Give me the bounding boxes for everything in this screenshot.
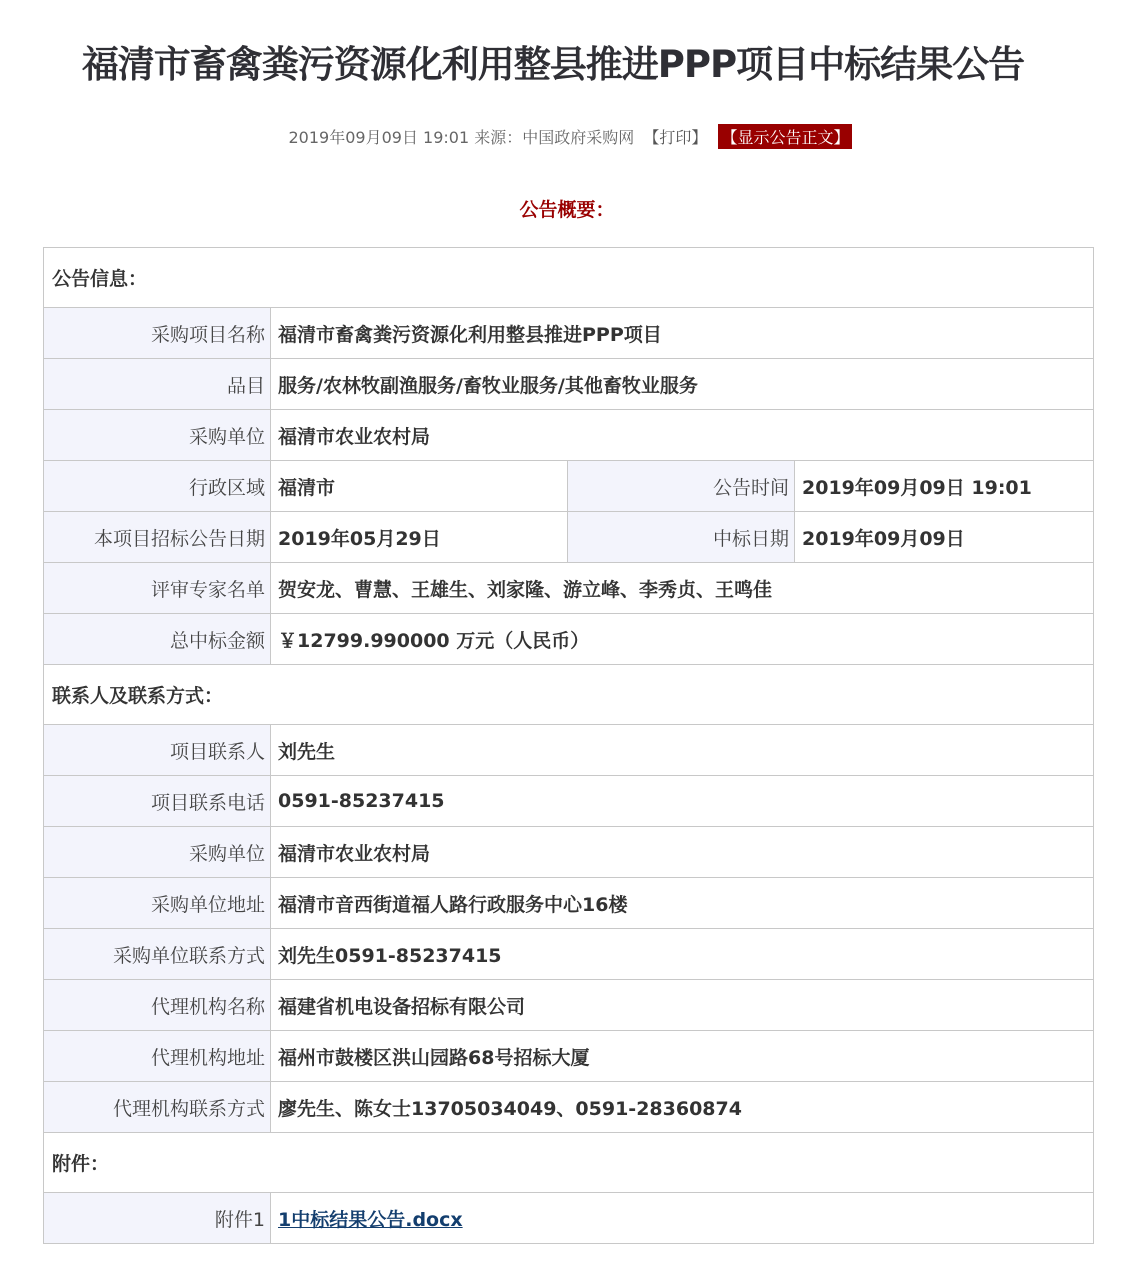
section-header-contacts [44, 665, 1094, 725]
field-label: 代理机构地址 [44, 1031, 271, 1082]
field-label: 总中标金额 [44, 614, 271, 665]
project-name-value: 福清市畜禽粪污资源化利用整县推进PPP项目 [271, 308, 1094, 359]
table-row [44, 827, 1094, 878]
agency-contact-value: 廖先生、陈女士13705034049、0591-28360874 [271, 1082, 1094, 1133]
agency-name-value: 福建省机电设备招标有限公司 [271, 980, 1094, 1031]
purchaser-contact-value: 刘先生0591-85237415 [271, 929, 1094, 980]
field-label: 采购单位地址 [44, 878, 271, 929]
source-label: 来源： [474, 128, 523, 147]
award-date-value: 2019年09月09日 [795, 512, 1094, 563]
source-name: 中国政府采购网 [522, 128, 635, 147]
announce-time-value: 2019年09月09日 19:01 [795, 461, 1094, 512]
section-header-announcement-info [44, 248, 1094, 308]
table-row [44, 776, 1094, 827]
table-row [44, 614, 1094, 665]
field-label: 品目 [44, 359, 271, 410]
contact-purchaser-value: 福清市农业农村局 [271, 827, 1094, 878]
field-label: 附件1 [44, 1193, 271, 1244]
table-row [44, 878, 1094, 929]
region-value: 福清市 [271, 461, 568, 512]
attachment-link[interactable]: 1中标结果公告.docx [278, 1208, 463, 1231]
section-title: 联系人及联系方式： [44, 665, 1094, 725]
table-row [44, 563, 1094, 614]
section-title: 附件： [44, 1133, 1094, 1193]
table-row [44, 1082, 1094, 1133]
section-header-attachments [44, 1133, 1094, 1193]
announcement-table [43, 247, 1094, 1244]
table-row [44, 512, 1094, 563]
show-body-button[interactable]: 【显示公告正文】 [718, 124, 852, 149]
experts-value: 贺安龙、曹慧、王雄生、刘家隆、游立峰、李秀贞、王鸣佳 [271, 563, 1094, 614]
table-row [44, 929, 1094, 980]
table-row [44, 410, 1094, 461]
field-label: 采购项目名称 [44, 308, 271, 359]
field-label: 公告时间 [568, 461, 795, 512]
purchaser-address-value: 福清市音西街道福人路行政服务中心16楼 [271, 878, 1094, 929]
table-row [44, 461, 1094, 512]
field-label: 中标日期 [568, 512, 795, 563]
field-label: 采购单位 [44, 410, 271, 461]
page-title: 福清市畜禽粪污资源化利用整县推进PPP项目中标结果公告 [81, 43, 1025, 86]
field-label: 采购单位 [44, 827, 271, 878]
project-contact-value: 刘先生 [271, 725, 1094, 776]
field-label: 代理机构名称 [44, 980, 271, 1031]
tender-date-value: 2019年05月29日 [271, 512, 568, 563]
field-label: 代理机构联系方式 [44, 1082, 271, 1133]
table-row [44, 1031, 1094, 1082]
field-label: 本项目招标公告日期 [44, 512, 271, 563]
table-row [44, 308, 1094, 359]
project-phone-value: 0591-85237415 [271, 776, 1094, 827]
field-label: 采购单位联系方式 [44, 929, 271, 980]
attachment-cell [271, 1193, 1094, 1244]
field-label: 项目联系电话 [44, 776, 271, 827]
summary-heading: 公告概要： [519, 199, 615, 221]
total-amount-value: ￥12799.990000 万元（人民币） [271, 614, 1094, 665]
agency-address-value: 福州市鼓楼区洪山园路68号招标大厦 [271, 1031, 1094, 1082]
section-title: 公告信息： [44, 248, 1094, 308]
table-row [44, 725, 1094, 776]
field-label: 行政区域 [44, 461, 271, 512]
category-value: 服务/农林牧副渔服务/畜牧业服务/其他畜牧业服务 [271, 359, 1094, 410]
purchaser-value: 福清市农业农村局 [271, 410, 1094, 461]
table-row [44, 359, 1094, 410]
field-label: 评审专家名单 [44, 563, 271, 614]
table-row [44, 1193, 1094, 1244]
announcement-meta [0, 124, 1141, 149]
publish-datetime: 2019年09月09日 19:01 [288, 128, 470, 147]
field-label: 项目联系人 [44, 725, 271, 776]
table-row [44, 980, 1094, 1031]
print-button[interactable]: 【打印】 [643, 128, 708, 147]
